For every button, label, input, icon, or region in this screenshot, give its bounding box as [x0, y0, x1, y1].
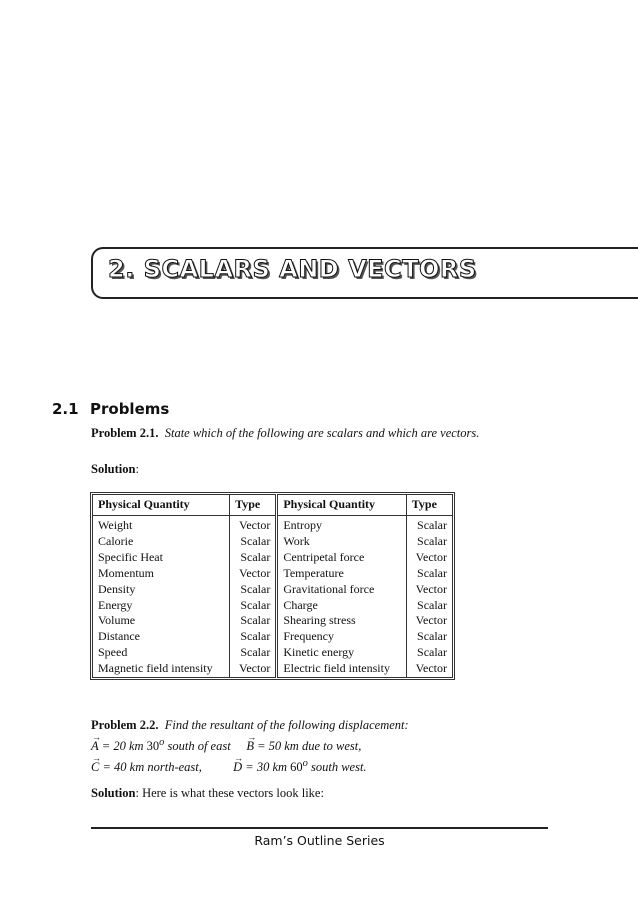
- displacement-line-2: [91, 755, 409, 776]
- quantity-1-cell: Weight: [98, 518, 133, 532]
- problem-label: Problem 2.1.: [91, 426, 159, 440]
- header-quantity-1: Physical Quantity: [93, 495, 230, 516]
- quantity-1-cell: Energy: [98, 597, 133, 612]
- quantity-1-cell: Density: [98, 581, 136, 596]
- section-number: 2.1: [52, 400, 79, 418]
- solution-2-1: [91, 462, 139, 477]
- header-quantity-2: Physical Quantity: [277, 495, 406, 516]
- solution-colon: :: [135, 462, 139, 476]
- type-1-cell: Scalar: [230, 598, 277, 614]
- table-row: [93, 629, 453, 645]
- degree-mark: o: [302, 758, 308, 770]
- quantities-table: [92, 494, 453, 678]
- type-1-cell: Scalar: [230, 613, 277, 629]
- table-row: [93, 582, 453, 598]
- footer-series-name: Ram’s Outline Series: [254, 833, 385, 848]
- table-row: [93, 534, 453, 550]
- vector-a-angle: 30: [146, 739, 160, 754]
- problem-text: Find the resultant of the following displacement:: [164, 718, 409, 732]
- type-2-cell: Scalar: [406, 566, 452, 582]
- table-row: [93, 550, 453, 566]
- type-1-cell: Scalar: [230, 582, 277, 598]
- problem-text: State which of the following are scalars and which are vectors.: [164, 426, 480, 440]
- quantity-2-cell: Charge: [277, 598, 406, 614]
- solution-text: : Here is what these vectors look like:: [135, 786, 324, 800]
- quantity-2-cell: Frequency: [277, 629, 406, 645]
- vector-c-text: = 40 km north-east,: [99, 760, 202, 775]
- quantity-2-cell: Temperature: [277, 566, 406, 582]
- solution-2-2: [91, 786, 324, 801]
- type-2-cell: Scalar: [406, 534, 452, 550]
- quantities-table-frame: [90, 492, 455, 680]
- table-row: [93, 645, 453, 661]
- type-1-cell: Vector: [230, 516, 277, 534]
- vector-c-symbol: → C: [91, 758, 99, 776]
- vector-b-symbol: → B: [246, 737, 254, 755]
- type-2-cell: Scalar: [406, 629, 452, 645]
- type-2-cell: Scalar: [406, 645, 452, 661]
- quantity-1-cell: Momentum: [98, 565, 154, 580]
- section-title: Problems: [90, 400, 170, 418]
- displacement-line-1: [91, 734, 409, 755]
- table-header-row: [93, 495, 453, 516]
- chapter-title: 2. SCALARS AND VECTORS: [108, 255, 477, 283]
- degree-mark: o: [159, 737, 165, 748]
- section-heading: [52, 400, 169, 418]
- quantity-1-cell: Distance: [98, 629, 140, 644]
- solution-label: Solution: [91, 786, 136, 800]
- vector-d-angle: 60: [290, 760, 303, 775]
- quantity-2-cell: Work: [277, 534, 406, 550]
- type-1-cell: Vector: [230, 661, 277, 677]
- quantity-1-cell: Specific Heat: [98, 549, 163, 564]
- problem-2-2: [91, 716, 409, 776]
- quantity-2-cell: Entropy: [277, 516, 406, 534]
- type-2-cell: Vector: [406, 582, 452, 598]
- quantity-1-cell: Volume: [98, 613, 136, 628]
- problem-2-1: [91, 426, 479, 441]
- type-1-cell: Scalar: [230, 534, 277, 550]
- solution-label: Solution: [91, 462, 136, 476]
- quantity-2-cell: Gravitational force: [277, 582, 406, 598]
- vector-b-text: = 50 km due to west,: [253, 739, 362, 754]
- vector-d-magnitude: = 30 km: [242, 760, 291, 775]
- vector-d-direction: south west.: [307, 760, 367, 775]
- vector-a-magnitude: = 20 km: [98, 739, 147, 754]
- quantity-1-cell: Calorie: [98, 533, 134, 548]
- vector-d-symbol: → D: [233, 758, 242, 776]
- quantity-1-cell: Magnetic field intensity: [98, 661, 213, 676]
- vector-a-direction: south of east: [164, 739, 231, 754]
- type-1-cell: Scalar: [230, 629, 277, 645]
- table-row: [93, 613, 453, 629]
- type-1-cell: Scalar: [230, 645, 277, 661]
- type-2-cell: Scalar: [406, 598, 452, 614]
- quantity-1-cell: Speed: [98, 645, 128, 660]
- header-type-2: Type: [406, 495, 452, 516]
- quantity-2-cell: Shearing stress: [277, 613, 406, 629]
- footer-rule: [91, 827, 548, 829]
- quantity-2-cell: Kinetic energy: [277, 645, 406, 661]
- vector-a-symbol: → A: [91, 737, 99, 755]
- table-row: [93, 566, 453, 582]
- quantity-2-cell: Centripetal force: [277, 550, 406, 566]
- header-type-1: Type: [230, 495, 277, 516]
- table-row: [93, 516, 453, 534]
- table-row: [93, 661, 453, 677]
- type-2-cell: Vector: [406, 550, 452, 566]
- quantity-2-cell: Electric field intensity: [277, 661, 406, 677]
- type-1-cell: Vector: [230, 566, 277, 582]
- type-2-cell: Vector: [406, 613, 452, 629]
- type-1-cell: Scalar: [230, 550, 277, 566]
- type-2-cell: Vector: [406, 661, 452, 677]
- problem-label: Problem 2.2.: [91, 718, 159, 732]
- type-2-cell: Scalar: [406, 516, 452, 534]
- table-row: [93, 598, 453, 614]
